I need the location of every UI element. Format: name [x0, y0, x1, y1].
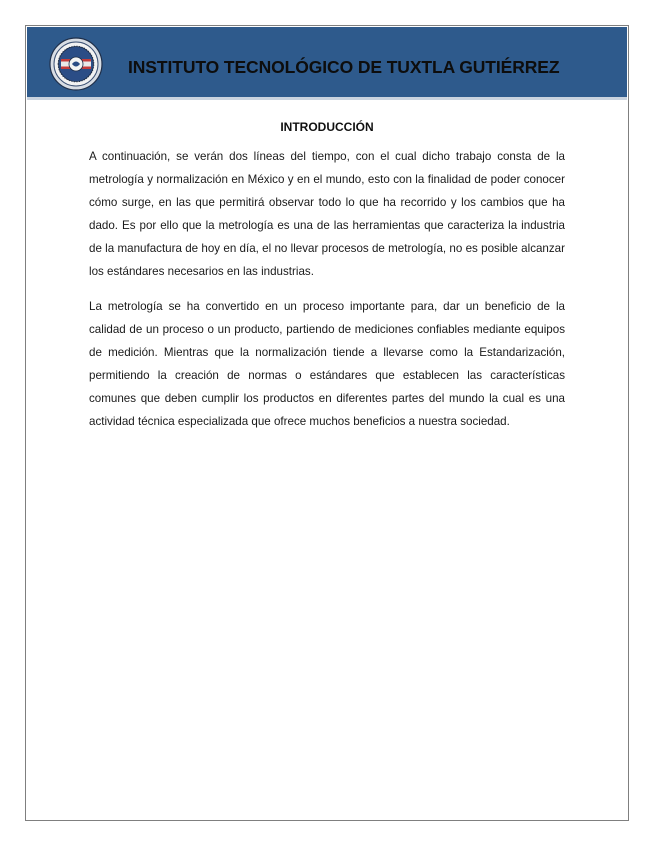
document-body: [89, 145, 565, 445]
institution-seal-icon: [49, 37, 103, 91]
section-heading: INTRODUCCIÓN: [280, 120, 374, 134]
paragraph-intro-1: A continuación, se verán dos líneas del tiempo, con el cual dicho trabajo consta de la metrología y normalización en México y en el mundo, esto con la finalidad de poder conocer cómo surge, en las que permitirá observar todo lo que ha recorrido y los cambios que ha dado. Es por ello que la metrología es una de las herramientas que caracteriza la industria de la manufactura de hoy en día, el no llevar procesos de metrología, no es posible alcanzar los estándares necesarios en las industrias.: [89, 150, 565, 278]
institution-title: INSTITUTO TECNOLÓGICO DE TUXTLA GUTIÉRREZ: [128, 57, 560, 77]
paragraph-intro-2: La metrología se ha convertido en un proceso importante para, dar un beneficio de la calidad de un proceso o un producto, partiendo de mediciones confiables mediante equipos de medición. Mientras que la normalización tiende a llevarse como la Estandarización, permitiendo la creación de normas o estándares que establecen las características comunes que deben cumplir los productos en diferentes partes del mundo la cual es una actividad técnica especializada que ofrece muchos beneficios a nuestra sociedad.: [89, 300, 565, 428]
header-banner: [27, 27, 627, 100]
